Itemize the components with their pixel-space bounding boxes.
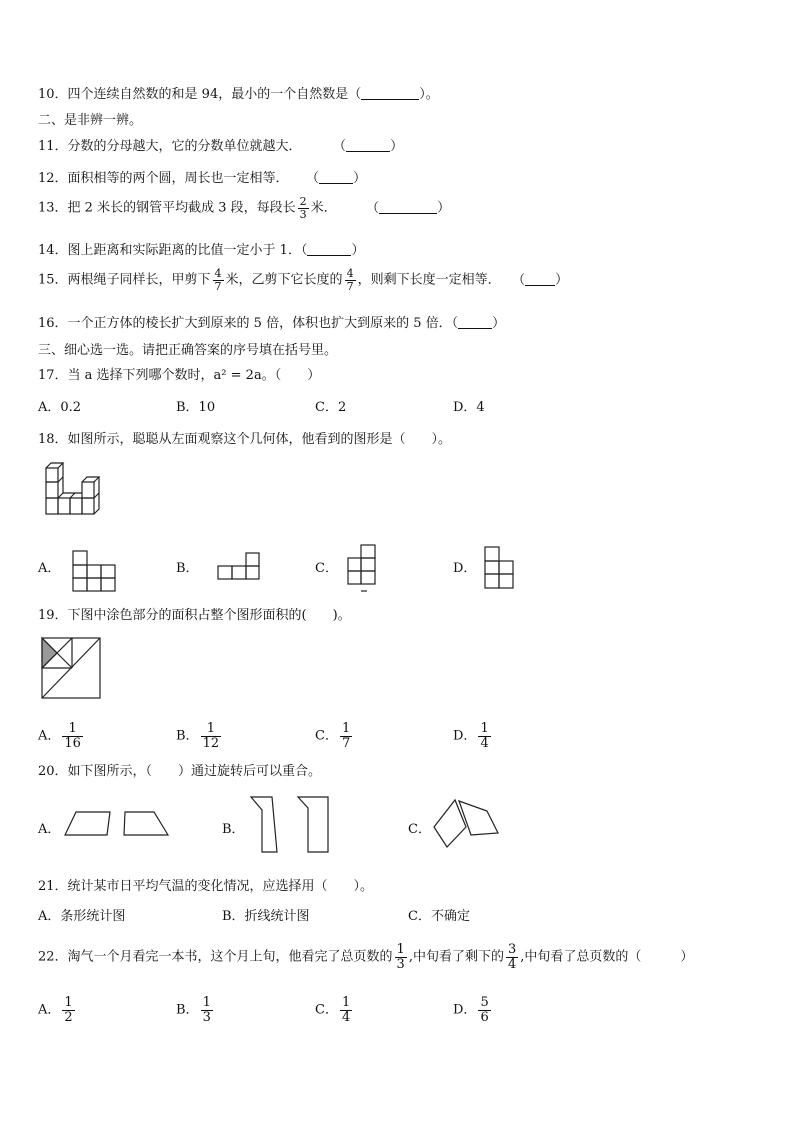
fraction: $\frac{1}{4}$ (480, 721, 489, 751)
option-a[interactable]: A．条形统计图 (38, 909, 126, 924)
option-b[interactable]: B． (222, 822, 245, 837)
option-a-figure (72, 550, 116, 592)
option-d[interactable]: D．4 (453, 400, 485, 415)
option-b[interactable]: B．10 (176, 400, 216, 415)
question-10: 10．四个连续自然数的和是 94，最小的一个自然数是（ ）。 (38, 87, 439, 102)
question-12: 12．面积相等的两个圆，周长也一定相等． （ ） (38, 171, 367, 186)
option-b[interactable]: B． $\frac{1}{12}$ (176, 721, 220, 751)
question-11: 11．分数的分母越大，它的分数单位就越大． （ ） (38, 139, 404, 154)
option-c[interactable]: C． (315, 561, 338, 576)
question-20: 20．如下图所示，（ ）通过旋转后可以重合。 (38, 764, 322, 779)
fraction: $\frac{5}{6}$ (480, 995, 489, 1025)
option-d[interactable]: D． $\frac{1}{4}$ (453, 721, 489, 751)
option-a[interactable]: A． (38, 822, 61, 837)
answer-blank[interactable] (319, 171, 353, 184)
option-c[interactable]: C． (408, 822, 431, 837)
fraction: $\frac{1}{4}$ (341, 995, 351, 1025)
option-a[interactable]: A． $\frac{1}{16}$ (38, 721, 81, 751)
option-b[interactable]: B． (176, 561, 199, 576)
question-17: 17．当 a 选择下列哪个数时，a² = 2a。（ ） (38, 368, 321, 383)
option-c[interactable]: C． $\frac{1}{7}$ (315, 721, 351, 751)
fraction: $\frac{1}{2}$ (64, 995, 73, 1025)
option-d-figure (484, 546, 516, 592)
answer-blank[interactable] (307, 243, 351, 256)
fraction: $\frac{3}{4}$ (507, 942, 517, 972)
section-3-heading: 三、细心选一选。请把正确答案的序号填在括号里。 (38, 343, 338, 358)
option-c[interactable]: C．不确定 (408, 909, 470, 924)
question-22: 22．淘气一个月看完一本书，这个月上旬，他看完了总页数的 $\frac{1}{3}$ ,中旬看了剩下的 $\frac{3}{4}$ ,中旬看了总页数的（ ） (38, 942, 694, 972)
question-19: 19．下图中涂色部分的面积占整个图形面积的( )。 (38, 608, 351, 623)
question-21: 21．统计某市日平均气温的变化情况，应选择用（ ）。 (38, 879, 374, 894)
fraction: $\frac{2}{3}$ (299, 195, 307, 221)
fraction: $\frac{4}{7}$ (346, 267, 354, 293)
question-14: 14．图上距离和实际距离的比值一定小于 1．（ ） (38, 243, 365, 258)
answer-blank[interactable] (379, 201, 437, 214)
answer-blank[interactable] (346, 139, 390, 152)
answer-blank[interactable] (361, 87, 419, 100)
option-a[interactable]: A． (38, 561, 61, 576)
option-a[interactable]: A．0.2 (38, 400, 82, 415)
fraction: $\frac{1}{3}$ (396, 942, 405, 972)
option-b-figure (217, 552, 261, 582)
fraction: $\frac{1}{3}$ (202, 995, 211, 1025)
fraction: $\frac{1}{16}$ (64, 721, 81, 751)
option-b-figure (250, 796, 330, 854)
option-d[interactable]: D． $\frac{5}{6}$ (453, 995, 489, 1025)
option-c[interactable]: C． $\frac{1}{4}$ (315, 995, 351, 1025)
option-b[interactable]: B． $\frac{1}{3}$ (176, 995, 211, 1025)
answer-blank[interactable] (525, 273, 555, 286)
shaded-square-figure (41, 637, 101, 699)
solid-figure (46, 466, 100, 516)
fraction: $\frac{1}{12}$ (202, 721, 220, 751)
question-15: 15．两根绳子同样长，甲剪下 $\frac{4}{7}$ 米，乙剪下它长度的 $\frac{4}{7}$ ，则剩下长度一定相等． （ ） (38, 267, 569, 293)
option-c-figure (433, 799, 501, 849)
option-a[interactable]: A． $\frac{1}{2}$ (38, 995, 73, 1025)
option-c[interactable]: C．2 (315, 400, 347, 415)
section-2-heading: 二、是非辨一辨。 (38, 113, 143, 128)
answer-blank[interactable] (458, 316, 492, 329)
option-c-figure (347, 544, 379, 594)
fraction: $\frac{4}{7}$ (214, 267, 222, 293)
option-d[interactable]: D． (453, 561, 477, 576)
question-13: 13．把 2 米长的钢管平均截成 3 段，每段长 $\frac{2}{3}$ 米． （ ） (38, 195, 451, 221)
option-b[interactable]: B．折线统计图 (222, 909, 310, 924)
question-16: 16．一个正方体的棱长扩大到原来的 5 倍，体积也扩大到原来的 5 倍．（ ） (38, 316, 506, 331)
option-a-figure (64, 811, 170, 837)
question-18: 18．如图所示，聪聪从左面观察这个几何体，他看到的图形是（ ）。 (38, 432, 452, 447)
fraction: $\frac{1}{7}$ (341, 721, 351, 751)
